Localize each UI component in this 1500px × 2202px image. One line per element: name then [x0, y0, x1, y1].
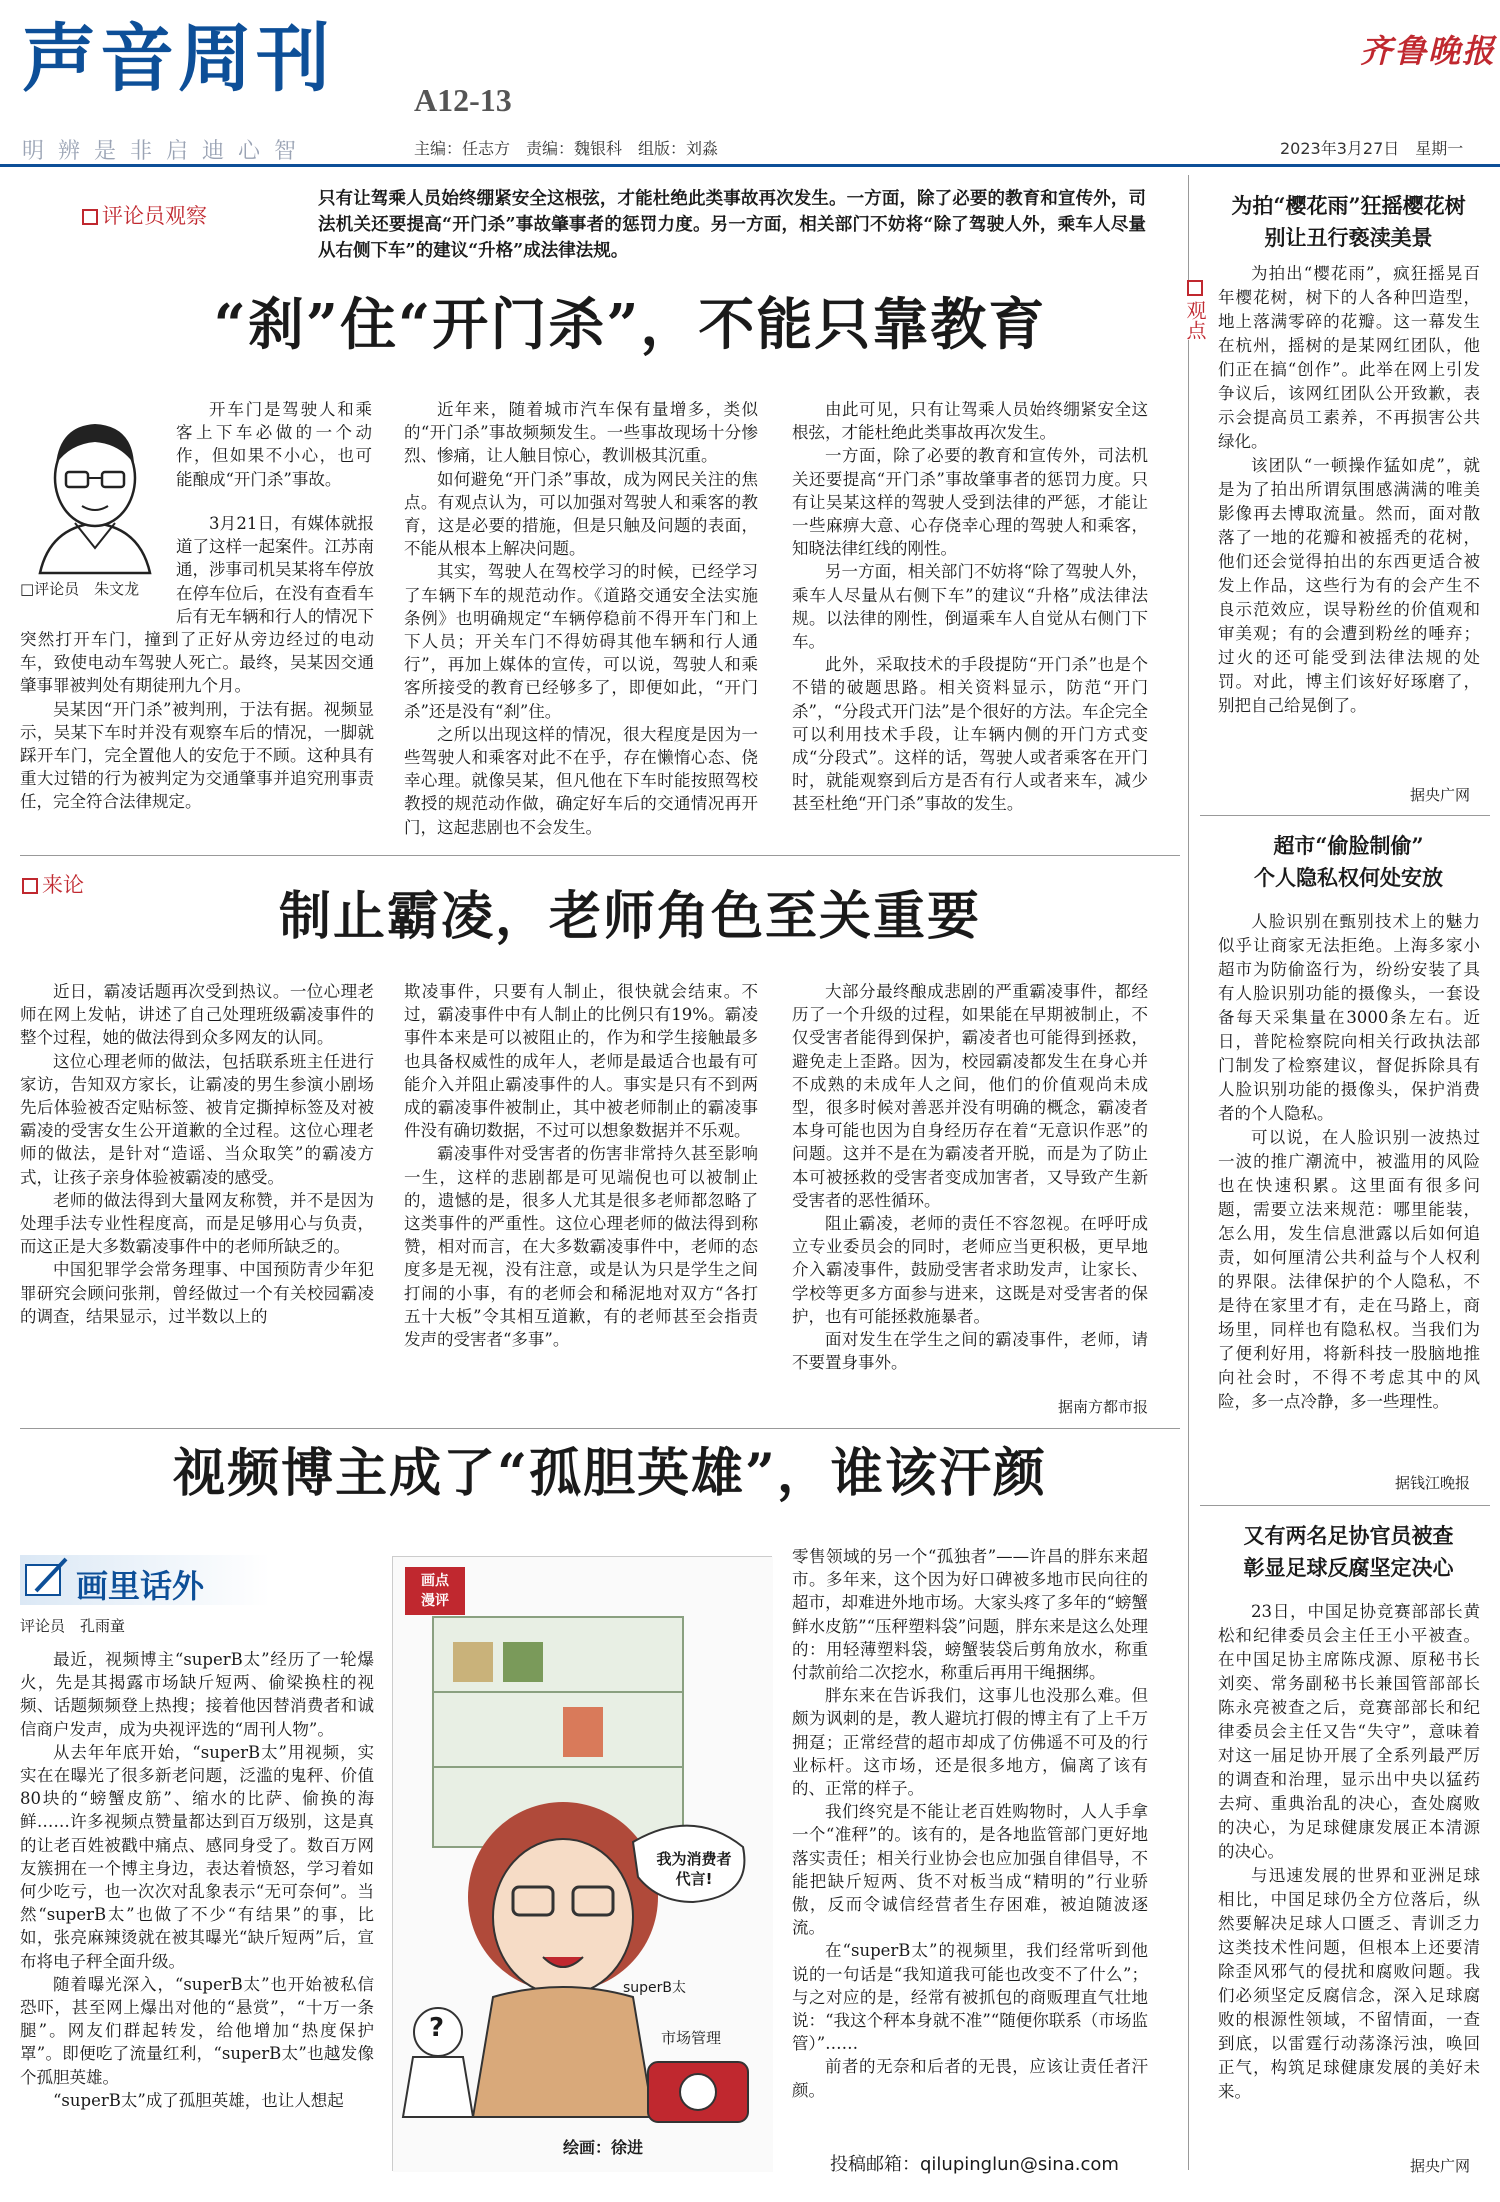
cartoon-badge-line1: 画点: [421, 1573, 449, 1589]
main-col1-para-c: 吴某因“开门杀”被判刑，于法有据。视频显示，吴某下车时并没有观察车后的情况，一脚就踩开车门，完全置他人的安危于不顾。这种具有重大过错的行为被判定为交通肇事并追究刑事责任，完全符合法律规定。: [20, 699, 374, 812]
sidebar-divider-2: [1200, 1505, 1490, 1506]
masthead-title: 声音周刊: [22, 16, 334, 102]
sidebar-item3-para-a: 23日，中国足协竞赛部部长黄松和纪律委员会主任王小平被查。在中国足协主席陈戌源、原秘书长刘奕、常务副秘书长兼国管部部长陈永亮被查之后，竞赛部部长和纪律委员会主任又告“失守”，意味着对这一届足协开展了全系列最严厉的调查和治理，显示出中央以猛药去疴、重典治乱的决心，查处腐败的决心，为足球健康发展正本清源的决心。: [1218, 1602, 1480, 1861]
cartoon-badge-line2: 漫评: [421, 1593, 449, 1609]
video-col3-para-e: 前者的无奈和后者的无畏，应该让责任者汗颜。: [792, 2057, 1148, 2100]
sidebar-item1-title-line1: 为拍“樱花雨”狂摇樱花树: [1231, 193, 1466, 218]
sidebar-tag-guandian: [1183, 280, 1207, 340]
cartoon-speech: 我为消费者代言!: [656, 1850, 732, 1888]
video-col1-para-b: 从去年年底开始，“superB太”用视频，实实在在曝光了很多新老问题，泛滥的鬼秤、价值80块的“螃蟹皮筋”、缩水的比萨、偷换的海鲜……许多视频点赞量都达到百万级别，这是真的让老百姓被戳中痛点、感同身受了。数百万网友簇拥在一个博主身边，表达着愤怒，学习着如何少吃亏，也一次次对乱象表示“无可奈何”。当然“superB太”也做了不少“有结果”的事，比如，张亮麻辣烫就在被其曝光“缺斤短两”后，宣布将电子秤全面升级。: [20, 1742, 374, 1971]
sidebar-item1-source: 据央广网: [1409, 786, 1470, 804]
section-tag-laiLun: 来论: [22, 875, 84, 896]
sidebar-item1-title: [1206, 190, 1491, 254]
main-col3-para-d: 此外，采取技术的手段提防“开门杀”也是个不错的破题思路。相关资料显示，防范“开门杀”，“分段式开门法”是个很好的方法。车企完全可以利用技术手段，让车辆内侧的开门方式变成“分段式”。这样的话，驾驶人或者乘客在开门时，就能观察到后方是否有行人或者来车，减少甚至杜绝“开门杀”事故的发生。: [792, 655, 1148, 814]
sidebar-item2-source: 据钱江晚报: [1394, 1474, 1470, 1492]
video-col1: [20, 1648, 374, 2178]
bullying-col1: [20, 980, 374, 1420]
bullying-col3-para-b: 阻止霸凌，老师的责任不容忽视。在呼吁成立专业委员会的同时，老师应当更积极，更早地介入霸凌事件，鼓励受害者求助发声，让家长、学校等更多方面参与进来，这既是对受害者的保护，也有可能拯救施暴者。: [792, 1214, 1148, 1326]
main-intro: 只有让驾乘人员始终绷紧安全这根弦，才能杜绝此类事故再次发生。一方面，除了必要的教育和宣传外，司法机关还要提高“开门杀”事故肇事者的惩罚力度。另一方面，相关部门不妨将“除了驾驶人外，乘车人尽量从右侧下车”的建议“升格”成法律法规。: [318, 189, 1146, 261]
video-col3-para-c: 我们终究是不能让老百姓购物时，人人手拿一个“准秤”的。该有的，是各地监管部门更好地落实责任；相关行业协会也应加强自律倡导，不能把缺斤短两、货不对板当成“精明的”行业骄傲，反而令诚信经营者生存困难，被迫随波逐流。: [792, 1802, 1148, 1938]
sidebar-item2-title-line2: 个人隐私权何处安放: [1254, 865, 1443, 890]
bullying-col2: [404, 980, 758, 1420]
newspaper-logo: 齐鲁晚报: [1360, 32, 1497, 70]
cartoon-sign: 市场管理: [661, 2029, 722, 2047]
hua-li-hua-wai-banner: [20, 1555, 270, 1605]
sidebar-item1-title-line2: 别让丑行亵渎美景: [1264, 225, 1433, 250]
sidebar-item2-body: [1218, 910, 1480, 1480]
hua-li-hua-wai-label: 画里话外: [76, 1567, 205, 1605]
video-byline: 评论员 孔雨童: [20, 1617, 126, 1635]
bullying-col2-para-b: 霸凌事件对受害者的伤害非常持久甚至影响一生，这样的悲剧都是可见端倪也可以被制止的，遗憾的是，很多人尤其是很多老师都忽略了这类事件的严重性。这位心理老师的做法得到称赞，相对而言，在大多数霸凌事件中，老师的态度多是无视，没有注意，或是认为只是学生之间打闹的小事，有的老师会和稀泥地对双方“各打五十大板”令其相互道歉，有的老师甚至会指责发声的受害者“多事”。: [404, 1144, 758, 1350]
bullying-col3-para-c: 面对发生在学生之间的霸凌事件，老师，请不要置身事外。: [792, 1330, 1148, 1373]
section-box-icon: [22, 878, 38, 894]
sidebar-item2-title-line1: 超市“偷脸制偷”: [1273, 833, 1424, 858]
video-col3-para-b: 胖东来在告诉我们，这事儿也没那么难。但颇为讽刺的是，教人避坑打假的博主有了上千万拥趸；正常经营的超市却成了仿佛遥不可及的行业标杆。这市场，还是很多地方，偏离了该有的、正常的样子。: [792, 1686, 1148, 1799]
editors-line: 主编：任志方 责编：魏银科 组版：刘淼: [414, 139, 719, 158]
bullying-col3-para-a: 大部分最终酿成悲剧的严重霸凌事件，都经历了一个升级的过程，如果能在早期被制止，不仅受害者能得到保护，霸凌者也可能得到拯救，避免走上歪路。因为，校园霸凌都发生在身心并不成熟的未成年人之间，他们的价值观尚未成型，很多时候对善恶并没有明确的概念，霸凌者本身可能也因为自身经历存在着“无意识作恶”的问题。这并不是在为霸凌者开脱，而是为了防止本可被拯救的受害者变成加害者，又导致产生新受害者的恶性循环。: [792, 982, 1148, 1210]
main-col2-para-a: 近年来，随着城市汽车保有量增多，类似的“开门杀”事故频频发生。一些事故现场十分惨烈、惨痛，让人触目惊心，教训极其沉重。: [404, 400, 758, 466]
video-col3: [792, 1545, 1148, 2143]
sidebar-item1-para-a: 为拍出“樱花雨”，疯狂摇晃百年樱花树，树下的人各种凹造型，地上落满零碎的花瓣。这一幕发生在杭州，摇树的是某网红团队，他们正在搞“创作”。此举在网上引发争议后，该网红团队公开致歉，表示会提高员工素养，不再损害公共绿化。: [1218, 264, 1480, 451]
sidebar-item3-title-line1: 又有两名足协官员被查: [1243, 1523, 1454, 1548]
main-col2-para-b: 如何避免“开门杀”事故，成为网民关注的焦点。有观点认为，可以加强对驾驶人和乘客的教育，这是必要的措施，但是只触及问题的表面，不能从根本上解决问题。: [404, 469, 758, 559]
video-col3-para-d: 在“superB太”的视频里，我们经常听到他说的一句话是“我知道我可能也改变不了什么”；与之对应的是，经常有被抓包的商贩理直气壮地说：“我这个秤本身就不准”“随便你联系（市场监管）”……: [792, 1941, 1148, 2054]
cartoon-name-label: superB太: [623, 1980, 687, 1996]
sidebar-item2-para-b: 可以说，在人脸识别一波热过一波的推广潮流中，被滥用的风险也在快速积累。这里面有很多问题，需要立法来规范：哪里能装，怎么用，发生信息泄露以后如何追责，如何厘清公共利益与个人权利的界限。法律保护的个人隐私，不是待在家里才有，走在马路上，商场里，同样也有隐私权。当我们为了便利好用，将新科技一股脑地推向社会时，不得不考虑其中的风险，多一点冷静，多一些理性。: [1218, 1128, 1480, 1411]
sidebar-item3-source: 据央广网: [1409, 2157, 1470, 2175]
cartoon-credit: 绘画：徐进: [563, 2138, 644, 2157]
main-col1-body: [20, 512, 374, 842]
issue-date: 2023年3月27日 星期一: [1280, 139, 1464, 158]
main-col1-a: 开车门是驾驶人和乘客上下车必做的一个动作，但如果不小心，也可能酿成“开门杀”事故。: [176, 400, 372, 489]
sidebar-item3-para-b: 与迅速发展的世界和亚洲足球相比，中国足球仍全方位落后，纵然要解决足球人口匮乏、青训乏力这类技术性问题，但根本上还要清除歪风邪气的侵扰和腐败问题。我们必须坚定反腐信念，深入足球腐败的根源性领域，不留情面，一查到底，以雷霆行动荡涤污浊，唤回正气，构筑足球健康发展的美好未来。: [1218, 1866, 1480, 2101]
bullying-source: 据南方都市报: [1057, 1398, 1148, 1416]
page-number: A12-13: [414, 82, 512, 118]
main-col3-para-b: 一方面，除了必要的教育和宣传外，司法机关还要提高“开门杀”事故肇事者的惩罚力度。只有让吴某这样的驾驶人受到法律的严惩，才能让一些麻痹大意、心存侥幸心理的驾驶人和乘客，知晓法律红线的刚性。: [792, 446, 1148, 559]
video-col1-para-d: “superB太”成了孤胆英雄，也让人想起: [53, 2090, 344, 2110]
main-headline: “刹”住“开门杀”，不能只靠教育: [213, 292, 1047, 358]
section-tag-commentary: 评论员观察: [82, 206, 207, 227]
main-byline: □评论员 朱文龙: [20, 580, 140, 598]
video-col3-para-a: 零售领域的另一个“孤独者”——许昌的胖东来超市。多年来，这个因为好口碑被多地市民向往的超市，却难进外地市场。大家头疼了多年的“螃蟹鲜水皮筋”“压秤塑料袋”问题，胖东来是这么处理的：用轻薄塑料袋，螃蟹装袋后剪角放水，称重付款前给二次挖水，称重后再用干绳捆绑。: [792, 1547, 1148, 1683]
bullying-col1-para-c: 老师的做法得到大量网友称赞，并不是因为处理手法专业性程度高，而是足够用心与负责，而这正是大多数霸凌事件中的老师所缺乏的。: [20, 1190, 374, 1257]
sidebar-item3-title: [1206, 1520, 1491, 1584]
video-col1-para-c: 随着曝光深入，“superB太”也开始被私信恐吓，甚至网上爆出对他的“悬赏”，“十万一条腿”。网友们群起转发，给他增加“热度保护罩”。即便吃了流量红利，“superB太”也越发像个孤胆英雄。: [20, 1974, 374, 2087]
bullying-col3: [792, 980, 1148, 1395]
main-col3-para-a: 由此可见，只有让驾乘人员始终绷紧安全这根弦，才能杜绝此类事故再次发生。: [792, 400, 1148, 443]
bullying-col1-para-d: 中国犯罪学会常务理事、中国预防青少年犯罪研究会顾问张荆，曾经做过一个有关校园霸凌的调查，结果显示，过半数以上的: [20, 1260, 374, 1326]
divider-2: [20, 1428, 1180, 1429]
pen-icon: [22, 1555, 72, 1603]
bullying-headline: 制止霸凌，老师角色至关重要: [278, 886, 981, 947]
main-col2: [404, 398, 758, 843]
video-headline: 视频博主成了“孤胆英雄”，谁该汗颜: [173, 1443, 1047, 1504]
cartoon-question: ?: [429, 2013, 445, 2043]
video-col1-para-a: 最近，视频博主“superB太”经历了一轮爆火，先是其揭露市场缺斤短两、偷梁换柱的视频、话题频频登上热搜；接着他因替消费者和诚信商户发声，成为央视评选的“周刊人物”。: [20, 1650, 374, 1739]
sidebar-item2-para-a: 人脸识别在甄别技术上的魅力似乎让商家无法拒绝。上海多家小超市为防偷盗行为，纷纷安装了具有人脸识别功能的摄像头，一套设备每天采集量在3000条左右。近日，普陀检察院向相关行政执法部门制发了检察建议，督促拆除具有人脸识别功能的摄像头，保护消费者的个人隐私。: [1218, 912, 1480, 1123]
bullying-col2-para-a: 欺凌事件，只要有人制止，很快就会结束。不过，霸凌事件中有人制止的比例只有19%。霸凌事件本来是可以被阻止的，作为和学生接触最多也具备权威性的成年人，老师是最适合也最有可能介入并阻止霸凌事件的人。事实是只有不到两成的霸凌事件被制止，其中被老师制止的霸凌事件没有确切数据，不过可以想象数据并不乐观。: [404, 982, 758, 1141]
main-col3-para-c: 另一方面，相关部门不妨将“除了驾驶人外，乘车人尽量从右侧下车”的建议“升格”成法律法规。以法律的刚性，倒逼乘车人自觉从右侧门下车。: [792, 562, 1148, 652]
sidebar-item2-title: [1206, 830, 1491, 894]
sidebar-divider: [1188, 175, 1189, 2170]
masthead-rule: [0, 164, 1500, 167]
sidebar-item1-para-b: 该团队“一顿操作猛如虎”，就是为了拍出所谓氛围感满满的唯美影像再去博取流量。然而，面对散落了一地的花瓣和被摇秃的花树，他们还会觉得拍出的东西更适合被发上作品，这些行为有的会产生不良示范效应，误导粉丝的价值观和审美观；有的会遭到粉丝的唾弃；过火的还可能受到法律法规的处罚。对此，博主们该好好琢磨了，别把自己给晃倒了。: [1218, 456, 1480, 715]
main-col3: [792, 398, 1148, 843]
main-col1-para-b: 3月21日，有媒体就报道了这样一起案件。江苏南通，涉事司机吴某将车停放在停车位后，在没有查看车后有无车辆和行人的情况下突然打开车门，撞到了正好从旁边经过的电动车，致使电动车驾驶人死亡。最终，吴某因交通肇事罪被判处有期徒刑九个月。: [20, 514, 374, 696]
sidebar-item1-body: [1218, 262, 1480, 772]
sidebar-item3-body: [1218, 1600, 1480, 2145]
bullying-col1-para-a: 近日，霸凌话题再次受到热议。一位心理老师在网上发帖，讲述了自己处理班级霸凌事件的整个过程，她的做法得到众多网友的认同。: [20, 982, 374, 1048]
section-box-icon: [1187, 280, 1203, 296]
main-col2-para-c: 其实，驾驶人在驾校学习的时候，已经学习了车辆下车的规范动作。《道路交通安全法实施条例》也明确规定“车辆停稳前不得开车门和上下人员；开关车门不得妨碍其他车辆和行人通行”，再加上媒体的宣传，可以说，驾驶人和乘客所接受的教育已经够多了，即便如此，“开门杀”还是没有“刹”住。: [404, 562, 758, 721]
sidebar-tag-text: 观点: [1183, 300, 1207, 340]
main-col2-para-d: 之所以出现这样的情况，很大程度是因为一些驾驶人和乘客对此不在乎，存在懒惰心态、侥幸心理。就像吴某，但凡他在下车时能按照驾校教授的规范动作做，确定好车后的交通情况再开门，这起悲剧也不会发生。: [404, 724, 758, 837]
section-box-icon: [82, 209, 98, 225]
sidebar-item3-title-line2: 彰显足球反腐坚定决心: [1243, 1555, 1454, 1580]
masthead-slogan: 明辨是非启迪心智: [22, 139, 311, 164]
submission-email[interactable]: 投稿邮箱：qilupinglun@sina.com: [830, 2154, 1119, 2175]
sidebar-divider-1: [1200, 815, 1490, 816]
divider-1: [20, 855, 1180, 856]
cartoon-illustration: [392, 1556, 772, 2171]
cartoon-badge: [407, 1571, 463, 1611]
bullying-col1-para-b: 这位心理老师的做法，包括联系班主任进行家访，告知双方家长，让霸凌的男生参演小剧场先后体验被否定贴标签、被肯定撕掉标签及对被霸凌的受害女生公开道歉的全过程。这位心理老师的做法，是针对“造谣、当众取笑”的霸凌方式，让孩子亲身体验被霸凌的感受。: [20, 1051, 374, 1187]
